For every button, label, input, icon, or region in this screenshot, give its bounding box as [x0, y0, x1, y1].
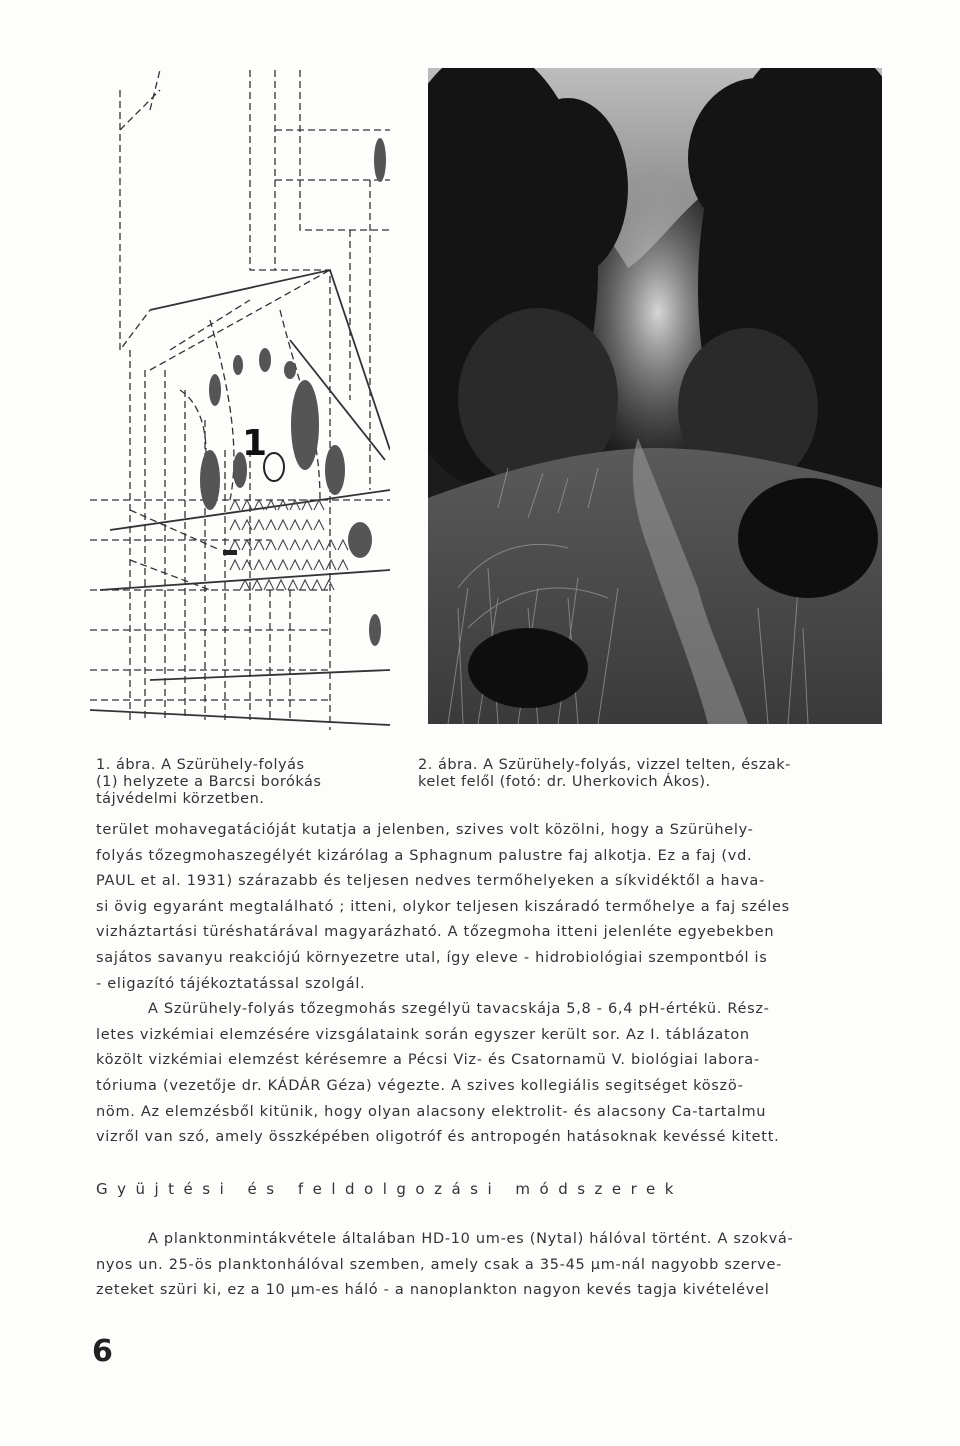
- text-line: si övig egyaránt megtalálható ; itteni, olykor teljesen kiszáradó termőhelye a faj széles: [96, 898, 790, 915]
- text-line: sajátos savanyu reakciójú környezetre utal, így eleve - hidrobiológiai szempontból is: [96, 949, 768, 966]
- text-line: letes vizkémiai elemzésére vizsgálataink során egyszer került sor. Az I. táblázaton: [96, 1026, 750, 1043]
- text-line: nöm. Az elemzésből kitünik, hogy olyan alacsony elektrolit- és alacsony Ca-tartalmu: [96, 1103, 767, 1120]
- caption-line: tájvédelmi körzetben.: [96, 791, 265, 807]
- map-site-number: 1: [242, 423, 268, 464]
- text-line: terület mohavegatációját kutatja a jelenben, szives volt közölni, hogy a Szürühely-: [96, 822, 754, 838]
- caption-line: 2. ábra. A Szürühely-folyás, vizzel telten, észak-: [418, 757, 791, 773]
- text-line: PAUL et al. 1931) szárazabb és teljesen nedves termőhelyeken a síkvidéktől a hava-: [96, 873, 765, 890]
- text-line: A planktonmintákvétele általában HD-10 um-es (Nytal) hálóval történt. A szokvá-: [148, 1231, 794, 1247]
- caption-line: kelet felől (fotó: dr. Uherkovich Ákos).: [418, 774, 711, 790]
- page-number: 6: [92, 1334, 113, 1369]
- photo-image: [428, 68, 882, 724]
- text-line: tóriuma (vezetője dr. KÁDÁR Géza) végezte. A szives kollegiális segitséget köszö-: [96, 1077, 744, 1094]
- photo-figure: [428, 68, 882, 724]
- body-paragraph-2: [96, 1227, 896, 1304]
- text-line: közölt vizkémiai elemzést kérésemre a Pécsi Viz- és Csatornamü V. biológiai labora-: [96, 1052, 760, 1069]
- text-line: zeteket szüri ki, ez a 10 µm-es háló - a nanoplankton nagyon kevés tagja kivételével: [96, 1282, 770, 1299]
- caption-line: (1) helyzete a Barcsi borókás: [96, 774, 322, 790]
- text-line: A Szürühely-folyás tőzegmohás szegélyü tavacskája 5,8 - 6,4 pH-értékü. Rész-: [148, 1001, 770, 1018]
- text-line: - eligazító tájékoztatással szolgál.: [96, 975, 366, 992]
- text-line: vizről van szó, amely összképében oligotróf és antropogén hatásoknak kevéssé kitett.: [96, 1129, 780, 1146]
- figure-1-caption: [96, 757, 396, 808]
- text-line: folyás tőzegmohaszegélyét kizárólag a Sphagnum palustre faj alkotja. Ez a faj (vd.: [96, 847, 753, 864]
- figure-2-caption: [418, 757, 888, 791]
- caption-line: 1. ábra. A Szürühely-folyás: [96, 757, 305, 773]
- body-paragraph-1: [96, 818, 896, 1151]
- map-drawing: [90, 70, 390, 730]
- text-line: vizháztartási türéshatárával magyarázható. A tőzegmoha itteni jelenléte egyebekben: [96, 924, 775, 941]
- text-line: nyos un. 25-ös planktonhálóval szemben, amely csak a 35-45 µm-nál nagyobb szerve-: [96, 1256, 782, 1273]
- map-figure: [90, 70, 390, 730]
- section-heading: Gyüjtési és feldolgozási módszerek: [96, 1180, 683, 1198]
